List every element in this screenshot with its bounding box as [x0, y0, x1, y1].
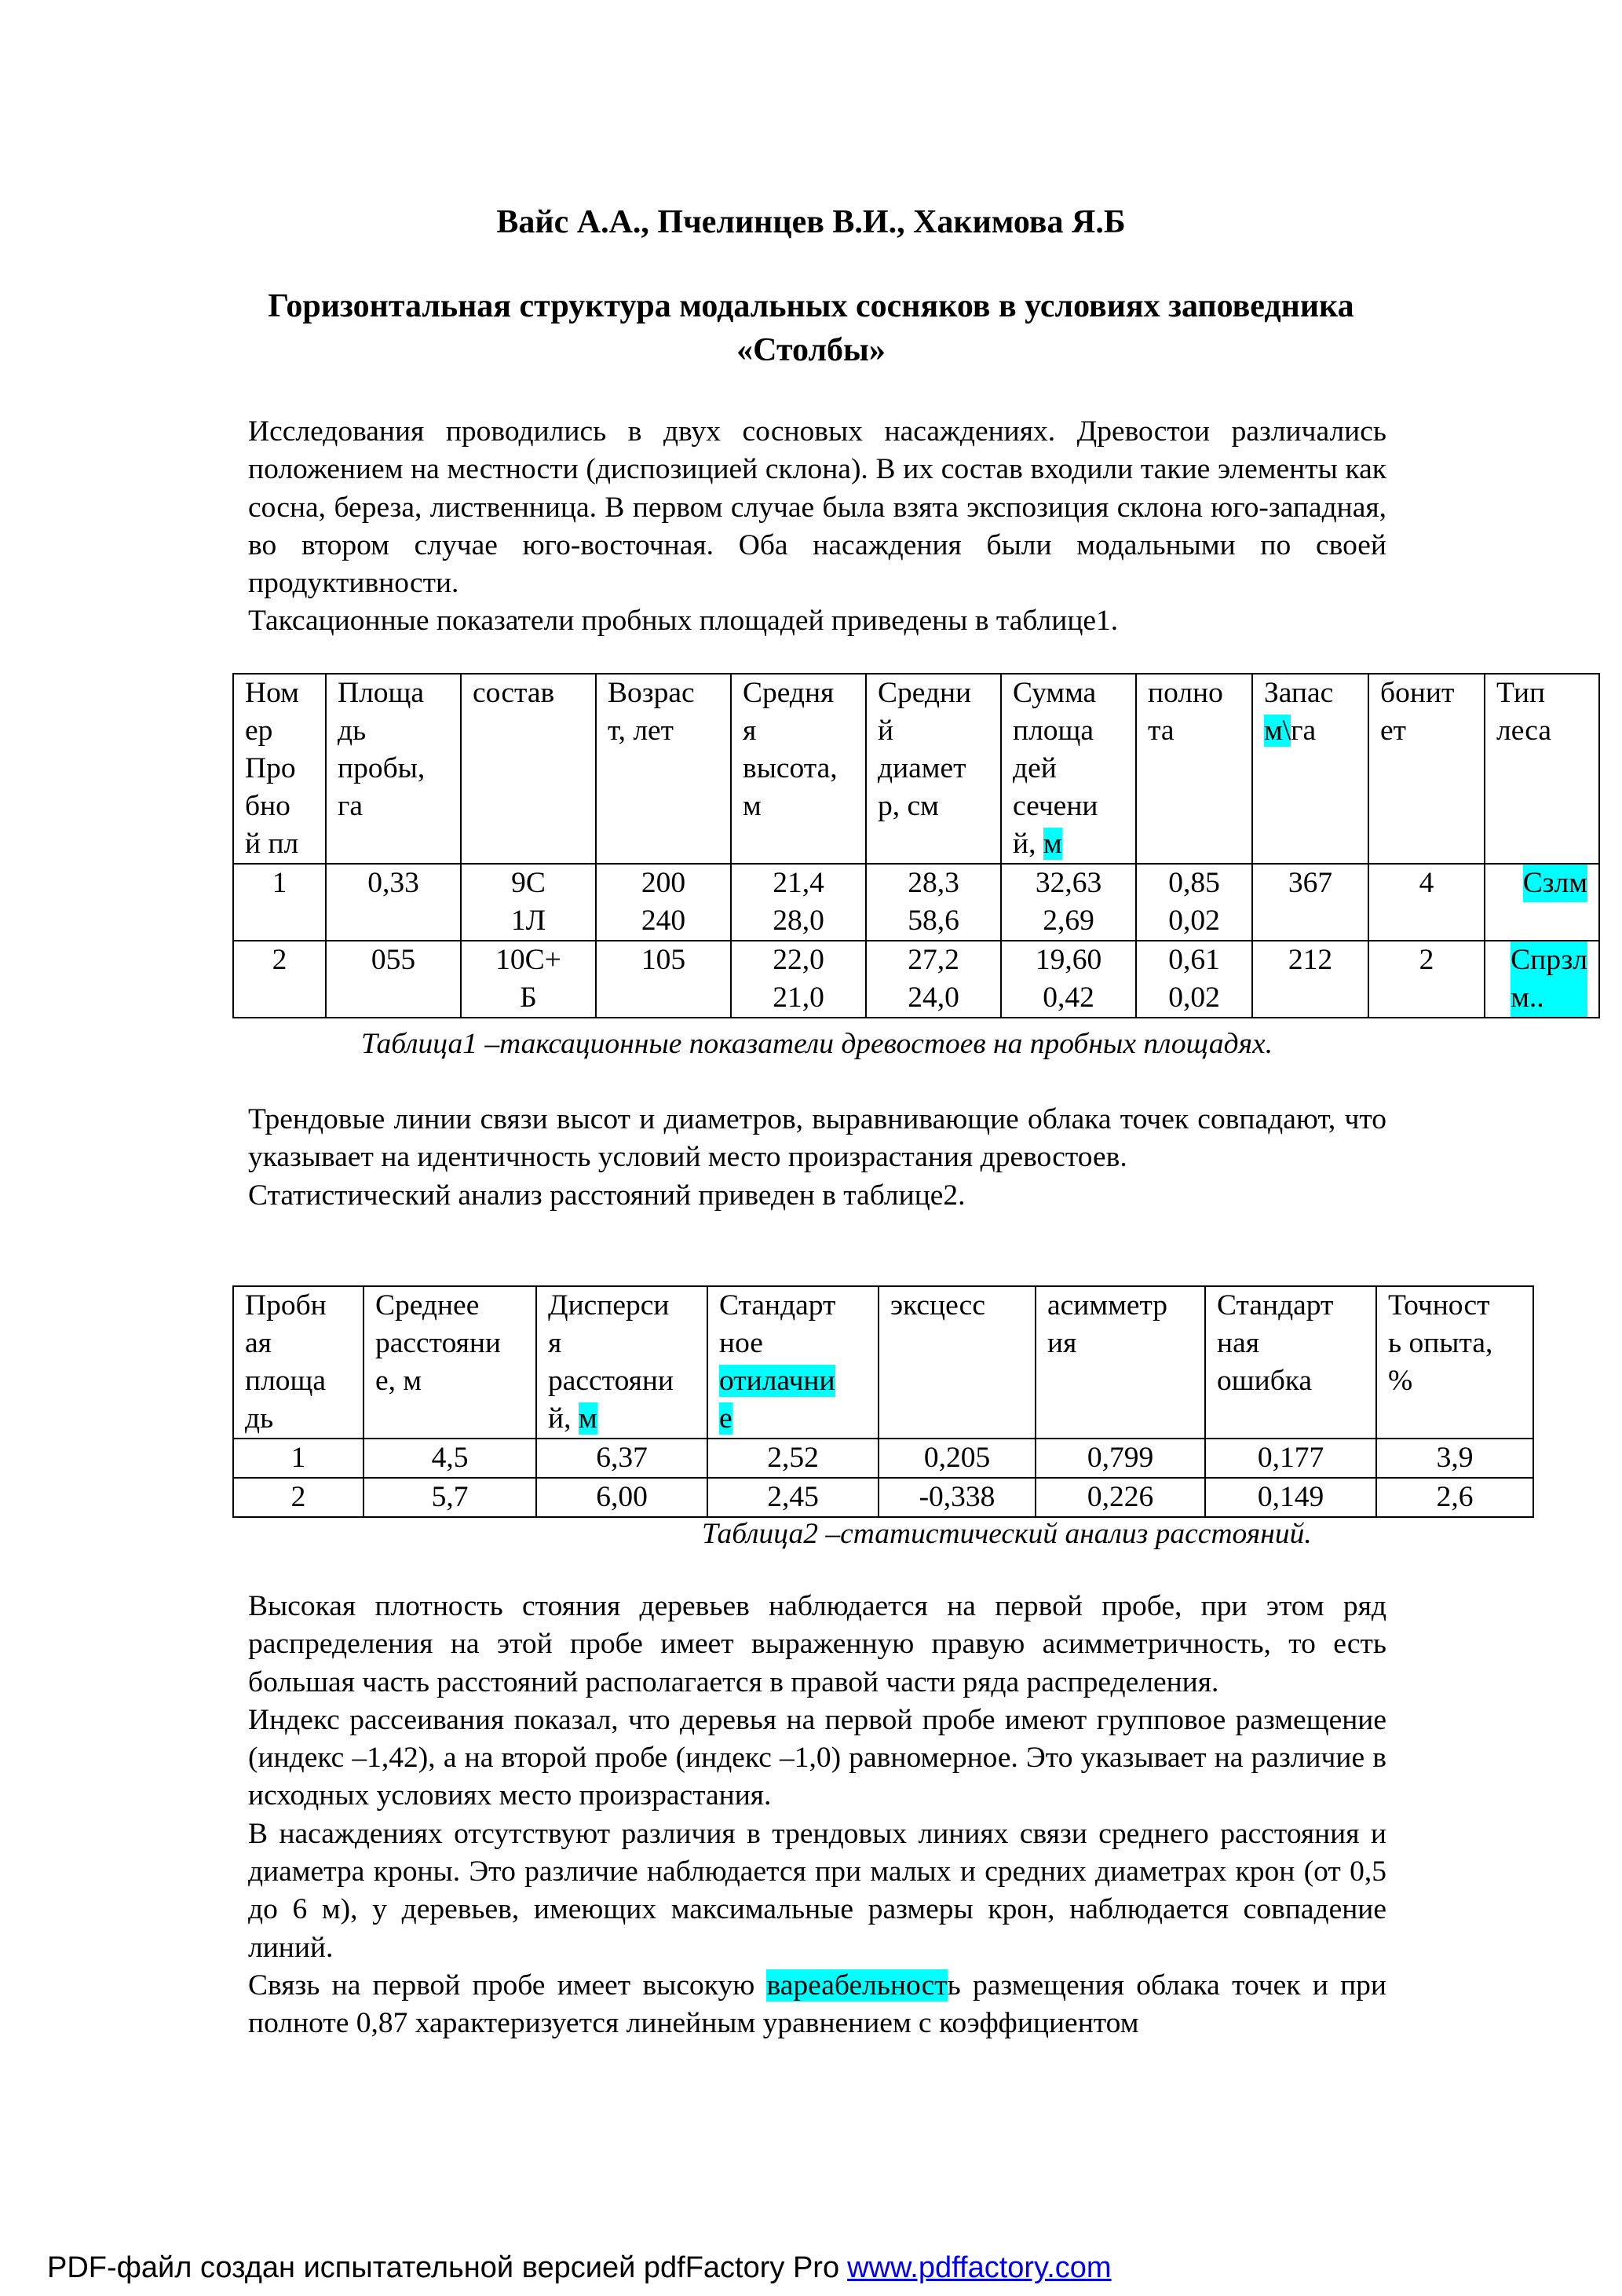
- table1-cell: 10С+ Б: [461, 941, 596, 1018]
- table1-header-cell: Площа дь пробы, га: [326, 674, 461, 864]
- header-text: Стандарт ное: [719, 1289, 836, 1359]
- table2: [232, 1285, 1534, 1518]
- table1-header-cell: [1252, 674, 1368, 864]
- table1-header-cell: Средня я высота, м: [731, 674, 866, 864]
- table1-cell: 2: [233, 941, 326, 1018]
- header-text: Сумма площа дей сечени й,: [1013, 677, 1098, 860]
- table1-cell: 21,4 28,0: [731, 864, 866, 941]
- intro-paragraph: Исследования проводились в двух сосновых насаждениях. Древостои различались положением на местности (диспозицией склона). В их состав входили такие элементы как сосна, береза, лиственница. В первом случае была взята экспозиция склона юго-западная, во втором случае юго-восточная. Оба насаждения были модальными по своей продуктивности.: [248, 415, 1386, 600]
- table2-header-cell: Пробн ая площа дь: [233, 1286, 363, 1439]
- table2-cell: 1: [233, 1439, 363, 1478]
- authors: Вайс А.А., Пчелинцев В.И., Хакимова Я.Б: [496, 204, 1126, 240]
- table1-cell: 28,3 58,6: [866, 864, 1001, 941]
- table2-cell: 4,5: [363, 1439, 536, 1478]
- table1-cell: [1485, 864, 1599, 941]
- table1-cell: 0,85 0,02: [1136, 864, 1252, 941]
- table1-header-row: [233, 674, 1599, 864]
- table1-header-cell: Средни й диамет р, см: [866, 674, 1001, 864]
- table1-cell: 32,63 2,69: [1001, 864, 1136, 941]
- header-text: га: [1291, 715, 1317, 747]
- table2-cell: 2,45: [707, 1478, 879, 1517]
- footer-text: PDF-файл создан испытательной версией pdfFactory Pro: [47, 2251, 840, 2284]
- table1-intro: Таксационные показатели пробных площадей приведены в таблице1.: [248, 605, 1119, 638]
- highlighted-word: отилачни: [719, 1365, 835, 1397]
- trend-paragraph: Трендовые линии связи высот и диаметров, выравнивающие облака точек совпадают, что указывает на идентичность условий место произрастания древостоев.: [248, 1103, 1386, 1174]
- table2-header-cell: эксцесс: [879, 1286, 1036, 1439]
- highlighted-unit: м: [1043, 828, 1062, 860]
- table2-row: [233, 1439, 1533, 1478]
- table1-cell: 0,33: [326, 864, 461, 941]
- table1-cell: 200 240: [596, 864, 731, 941]
- table2-cell: 2,52: [707, 1439, 879, 1478]
- table2-header-row: [233, 1286, 1533, 1439]
- table1-cell: 055: [326, 941, 461, 1018]
- table2-header-cell: Точност ь опыта, %: [1376, 1286, 1533, 1439]
- table1-header-cell: состав: [461, 674, 596, 864]
- table1-body: [233, 864, 1599, 1018]
- highlighted-unit: м: [578, 1402, 597, 1435]
- text-run: Связь на первой пробе имеет высокую: [248, 1969, 767, 2002]
- table2-header-cell: Стандарт ная ошибка: [1205, 1286, 1376, 1439]
- table1: [232, 673, 1600, 1018]
- highlighted-unit: м\: [1264, 715, 1291, 747]
- table2-cell: 2: [233, 1478, 363, 1517]
- table2-caption: Таблица2 –статистический анализ расстояний.: [702, 1518, 1312, 1550]
- table1-cell: 0,61 0,02: [1136, 941, 1252, 1018]
- table1-header-cell: полно та: [1136, 674, 1252, 864]
- table2-header-cell: асимметр ия: [1036, 1286, 1205, 1439]
- table2-cell: 0,799: [1036, 1439, 1205, 1478]
- table2-cell: 5,7: [363, 1478, 536, 1517]
- table2-cell: 6,00: [536, 1478, 707, 1517]
- table2-body: [233, 1439, 1533, 1517]
- highlighted-forest-type: Сзлм: [1523, 865, 1587, 902]
- table1-cell: 1: [233, 864, 326, 941]
- table1-cell: 19,60 0,42: [1001, 941, 1136, 1018]
- table2-cell: 0,149: [1205, 1478, 1376, 1517]
- table2-cell: 0,205: [879, 1439, 1036, 1478]
- table1-caption: Таблица1 –таксационные показатели древостоев на пробных площадях.: [361, 1028, 1273, 1060]
- table1-header-cell: Тип леса: [1485, 674, 1599, 864]
- table2-cell: -0,338: [879, 1478, 1036, 1517]
- header-text: Дисперси я расстояни й,: [548, 1289, 674, 1435]
- density-paragraph: Высокая плотность стояния деревьев наблюдается на первой пробе, при этом ряд распределения на этой пробе имеет выраженную правую асимметричность, то есть большая часть расстояний располагается в правой части ряда распределения.: [248, 1590, 1386, 1698]
- header-text: Запас: [1264, 677, 1334, 709]
- table2-intro: Статистический анализ расстояний приведен в таблице2.: [248, 1179, 966, 1212]
- discussion-section: [248, 1588, 1386, 2043]
- footer-link[interactable]: www.pdffactory.com: [847, 2251, 1112, 2284]
- table1-cell: 22,0 21,0: [731, 941, 866, 1018]
- table1-cell: 9С 1Л: [461, 864, 596, 941]
- table1-cell: 212: [1252, 941, 1368, 1018]
- trend-section: [248, 1101, 1386, 1215]
- table1-cell: 105: [596, 941, 731, 1018]
- text-run: ь размещения облака точек и при полноте 0,87 характеризуется линейным уравнением с коэффициентом: [248, 1969, 1386, 2040]
- table2-header-cell: Среднее расстояни е, м: [363, 1286, 536, 1439]
- table2-cell: 3,9: [1376, 1439, 1533, 1478]
- crown-paragraph: В насаждениях отсутствуют различия в трендовых линиях связи среднего расстояния и диаметра кроны. Это различие наблюдается при малых и средних диаметрах крон (от 0,5 до 6 м), у деревьев, имеющих максимальные размеры крон, наблюдается совпадение линий.: [248, 1817, 1386, 1964]
- table2-cell: 2,6: [1376, 1478, 1533, 1517]
- intro-section: [248, 413, 1386, 641]
- table1-header-cell: бонит ет: [1368, 674, 1485, 864]
- table2-cell: 6,37: [536, 1439, 707, 1478]
- table1-row: [233, 864, 1599, 941]
- table1-cell: 367: [1252, 864, 1368, 941]
- table1-cell: 2: [1368, 941, 1485, 1018]
- table1-header-cell: [1001, 674, 1136, 864]
- highlighted-forest-type: Спрзл м..: [1511, 941, 1587, 1017]
- article-title: Горизонтальная структура модальных сосняков в условиях заповедника «Столбы»: [268, 288, 1354, 368]
- dispersion-paragraph: Индекс рассеивания показал, что деревья на первой пробе имеют групповое размещение (индекс –1,42), а на второй пробе (индекс –1,0) равномерное. Это указывает на различие в исходных условиях место произрастания.: [248, 1703, 1386, 1812]
- table1-cell: [1485, 941, 1599, 1018]
- table2-cell: 0,226: [1036, 1478, 1205, 1517]
- table1-row: [233, 941, 1599, 1018]
- table2-cell: 0,177: [1205, 1439, 1376, 1478]
- last-paragraph: [248, 1967, 1386, 2043]
- table2-header-cell: [707, 1286, 879, 1439]
- pdf-footer: [47, 2250, 1112, 2285]
- table2-header-cell: [536, 1286, 707, 1439]
- highlighted-word: е: [719, 1402, 732, 1435]
- highlighted-word: вареабельност: [766, 1969, 948, 2002]
- table1-cell: 4: [1368, 864, 1485, 941]
- table1-header-cell: Ном ер Про бно й пл: [233, 674, 326, 864]
- table1-header-cell: Возрас т, лет: [596, 674, 731, 864]
- table1-cell: 27,2 24,0: [866, 941, 1001, 1018]
- table2-row: [233, 1478, 1533, 1517]
